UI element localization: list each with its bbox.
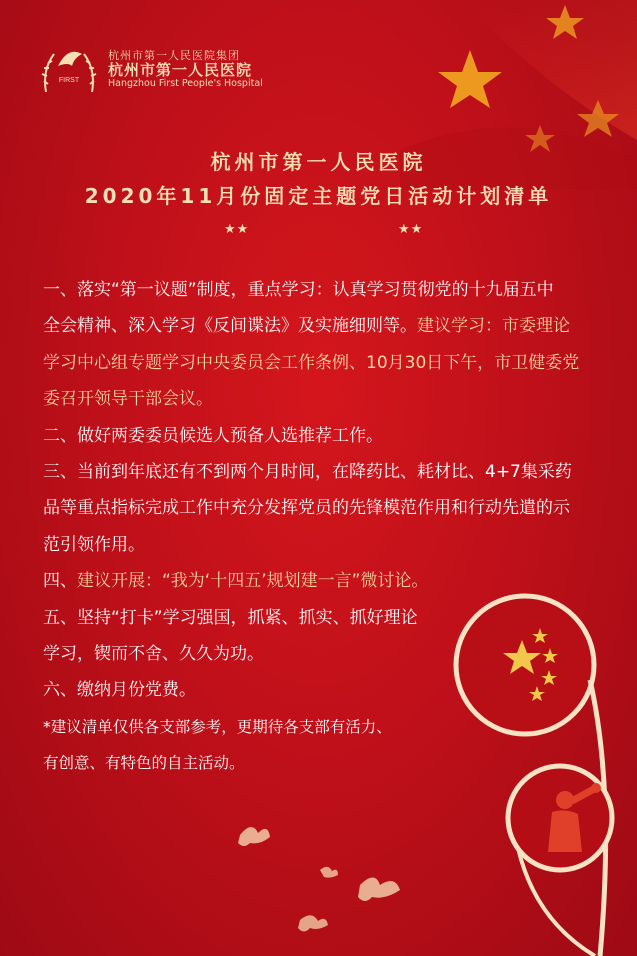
list-item-1-line-4: 委召开领导干部会议。 xyxy=(43,389,213,410)
page-subtitle: 2020年11月份固定主题党日活动计划清单 xyxy=(84,184,553,208)
text-segment: 全会精神、深入学习《反间谍法》及实施细则等。 xyxy=(43,316,417,337)
logo-text xyxy=(108,50,263,91)
logo-hospital-name: 杭州市第一人民医院 xyxy=(108,61,253,80)
star-icon xyxy=(546,5,584,39)
hospital-emblem-icon xyxy=(38,40,100,100)
note-line-2: 有创意、有特色的自主活动。 xyxy=(43,754,245,773)
highlight-text: 建议开展：“我为‘十四五’规划建一言”微讨论。 xyxy=(77,571,429,592)
trumpeter-silhouette-icon xyxy=(548,783,601,852)
hospital-logo xyxy=(38,40,263,100)
dove-icon xyxy=(298,915,328,931)
dove-icon xyxy=(320,867,338,878)
list-item-1-line-2 xyxy=(43,308,623,344)
list-item-3-line-1: 三、当前到年底还有不到两个月时间，在降药比、耗材比、4+7集采药 xyxy=(43,461,572,482)
list-item-3-line-2: 品等重点指标完成工作中充分发挥党员的先锋模范作用和行动先遣的示 xyxy=(43,498,570,519)
highlight-text: 建议学习：市委理论 xyxy=(417,316,570,337)
list-item-5-line-1: 五、坚持“打卡”学习强国，抓紧、抓实、抓好理论 xyxy=(43,607,418,628)
note-line-1: *建议清单仅供各支部参考，更期待各支部有活力、 xyxy=(43,717,392,736)
logo-group-name: 杭州市第一人民医院集团 xyxy=(108,48,240,62)
list-item-1-line-1: 一、落实“第一议题”制度，重点学习：认真学习贯彻党的十九届五中 xyxy=(43,280,554,300)
list-item-4 xyxy=(43,563,623,599)
doves-decoration xyxy=(230,815,430,950)
list-item-6: 六、缴纳月份党费。 xyxy=(43,680,196,701)
text-segment: 四、 xyxy=(43,571,77,592)
list-item-5-line-2: 学习，锲而不舍、久久为功。 xyxy=(43,643,264,664)
stars-right-icon: ★★ xyxy=(398,222,424,237)
dove-icon xyxy=(238,827,270,846)
star-icon xyxy=(438,50,502,108)
star-icon xyxy=(577,100,619,137)
dove-icon xyxy=(358,878,400,902)
stars-left-icon: ★★ xyxy=(224,222,250,237)
list-item-3-line-3: 范引领作用。 xyxy=(43,534,145,555)
page-title: 杭州市第一人民医院 xyxy=(210,150,427,174)
logo-english-name: Hangzhou First People's Hospital xyxy=(108,78,263,90)
list-item-1-line-3: 学习中心组专题学习中央委员会工作条例、10月30日下午，市卫健委党 xyxy=(43,352,580,373)
plan-list xyxy=(43,272,623,781)
list-item-2: 二、做好两委委员候选人预备人选推荐工作。 xyxy=(43,425,383,446)
svg-text:FIRST: FIRST xyxy=(58,77,80,84)
